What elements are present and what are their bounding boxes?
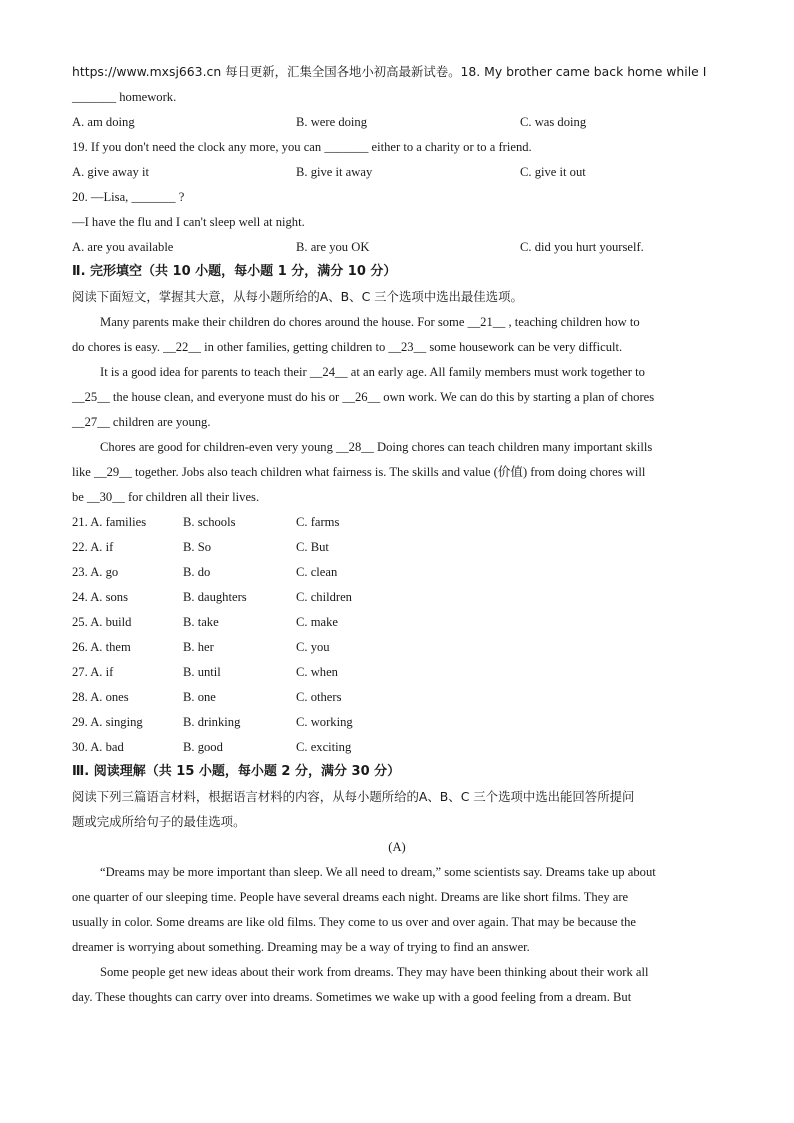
option-c: C. did you hurt yourself. bbox=[520, 240, 644, 254]
cloze-line: Many parents make their children do chores around the house. For some __21__ , teaching children how to bbox=[100, 315, 640, 329]
option-b: B. schools bbox=[183, 515, 236, 529]
option-b: B. So bbox=[183, 540, 211, 554]
option-c: C. exciting bbox=[296, 740, 352, 754]
passage-label: (A) bbox=[388, 840, 406, 854]
cloze-line: be __30__ for children all their lives. bbox=[72, 490, 260, 504]
cloze-option-row bbox=[72, 687, 722, 712]
passage-line: day. These thoughts can carry over into dreams. Sometimes we wake up with a good feeling from a dream. But bbox=[72, 990, 632, 1004]
option-b: B. were doing bbox=[296, 115, 367, 129]
cloze-line: Chores are good for children-even very young __28__ Doing chores can teach children many important skills bbox=[100, 440, 653, 454]
exam-page bbox=[72, 62, 722, 1012]
option-a: 26. A. them bbox=[72, 640, 131, 654]
option-b: B. her bbox=[183, 640, 214, 654]
option-a: 24. A. sons bbox=[72, 590, 128, 604]
option-a: 29. A. singing bbox=[72, 715, 143, 729]
cloze-option-row bbox=[72, 587, 722, 612]
option-a: 30. A. bad bbox=[72, 740, 124, 754]
option-b: B. good bbox=[183, 740, 223, 754]
passage-line: dreamer is worrying about something. Dreaming may be a way of trying to find an answer. bbox=[72, 940, 530, 954]
cloze-line: like __29__ together. Jobs also teach children what fairness is. The skills and value (价值) from doing chores will bbox=[72, 465, 646, 479]
option-c: C. you bbox=[296, 640, 330, 654]
option-c: C. But bbox=[296, 540, 329, 554]
q19-stem: 19. If you don't need the clock any more, you can _______ either to a charity or to a friend. bbox=[72, 140, 532, 154]
cloze-option-row bbox=[72, 537, 722, 562]
option-c: C. working bbox=[296, 715, 353, 729]
cloze-option-row bbox=[72, 662, 722, 687]
cloze-option-row bbox=[72, 562, 722, 587]
option-a: A. give away it bbox=[72, 165, 149, 179]
option-a: 27. A. if bbox=[72, 665, 114, 679]
q20-stem: 20. —Lisa, _______ ? bbox=[72, 190, 185, 204]
option-c: C. others bbox=[296, 690, 342, 704]
cloze-line: do chores is easy. __22__ in other families, getting children to __23__ some housework can be very difficult. bbox=[72, 340, 623, 354]
option-b: B. give it away bbox=[296, 165, 373, 179]
q18-options bbox=[72, 112, 722, 137]
cloze-option-row bbox=[72, 637, 722, 662]
section-2-instructions: 阅读下面短文，掌握其大意，从每小题所给的A、B、C 三个选项中选出最佳选项。 bbox=[72, 289, 523, 304]
passage-line: one quarter of our sleeping time. People have several dreams each night. Dreams are like short films. They are bbox=[72, 890, 629, 904]
cloze-line: It is a good idea for parents to teach their __24__ at an early age. All family members must work together to bbox=[100, 365, 645, 379]
option-b: B. drinking bbox=[183, 715, 241, 729]
cloze-option-row bbox=[72, 712, 722, 737]
option-a: 25. A. build bbox=[72, 615, 132, 629]
option-c: C. when bbox=[296, 665, 338, 679]
option-c: C. give it out bbox=[520, 165, 586, 179]
option-a: 23. A. go bbox=[72, 565, 119, 579]
q18-continuation: _______ homework. bbox=[72, 90, 177, 104]
cloze-line: __25__ the house clean, and everyone must do his or __26__ own work. We can do this by starting a plan of chores bbox=[72, 390, 655, 404]
option-c: C. farms bbox=[296, 515, 340, 529]
cloze-option-row bbox=[72, 737, 722, 762]
option-a: A. am doing bbox=[72, 115, 135, 129]
cloze-option-row bbox=[72, 512, 722, 537]
header-line-q18: https://www.mxsj663.cn 每日更新，汇集全国各地小初高最新试卷。18. My brother came back home while I bbox=[72, 64, 707, 79]
option-c: C. make bbox=[296, 615, 338, 629]
option-b: B. one bbox=[183, 690, 216, 704]
section-2-heading: Ⅱ. 完形填空（共 10 小题，每小题 1 分，满分 10 分） bbox=[72, 264, 397, 279]
option-a: 22. A. if bbox=[72, 540, 114, 554]
option-c: C. clean bbox=[296, 565, 338, 579]
option-c: C. was doing bbox=[520, 115, 587, 129]
q19-options bbox=[72, 162, 722, 187]
option-b: B. until bbox=[183, 665, 221, 679]
passage-line: usually in color. Some dreams are like old films. They come to us over and over again. That may be because the bbox=[72, 915, 636, 929]
passage-line: “Dreams may be more important than sleep. We all need to dream,” some scientists say. Dreams take up about bbox=[100, 865, 656, 879]
cloze-option-row bbox=[72, 612, 722, 637]
option-b: B. take bbox=[183, 615, 219, 629]
cloze-line: __27__ children are young. bbox=[72, 415, 211, 429]
q20-reply: —I have the flu and I can't sleep well at night. bbox=[72, 215, 305, 229]
option-a: 21. A. families bbox=[72, 515, 147, 529]
option-c: C. children bbox=[296, 590, 352, 604]
option-a: 28. A. ones bbox=[72, 690, 129, 704]
q20-options bbox=[72, 237, 722, 262]
option-a: A. are you available bbox=[72, 240, 174, 254]
section-3-heading: Ⅲ. 阅读理解（共 15 小题，每小题 2 分，满分 30 分） bbox=[72, 764, 401, 779]
section-3-instructions-cont: 题或完成所给句子的最佳选项。 bbox=[72, 814, 246, 829]
section-3-instructions: 阅读下列三篇语言材料，根据语言材料的内容，从每小题所给的A、B、C 三个选项中选出能回答所提问 bbox=[72, 789, 635, 804]
option-b: B. are you OK bbox=[296, 240, 370, 254]
passage-line: Some people get new ideas about their work from dreams. They may have been thinking about their work all bbox=[100, 965, 649, 979]
option-b: B. do bbox=[183, 565, 211, 579]
option-b: B. daughters bbox=[183, 590, 247, 604]
